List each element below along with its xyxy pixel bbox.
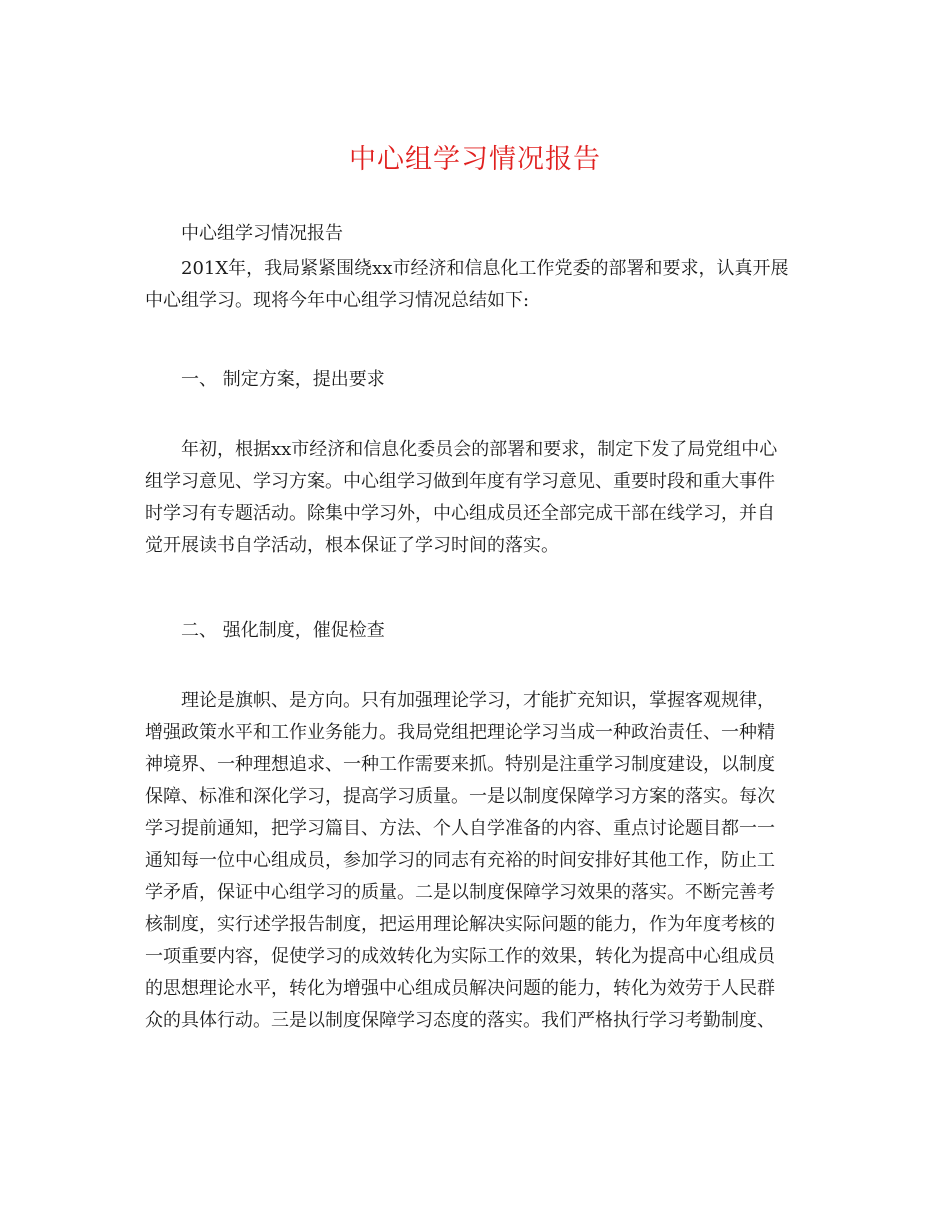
section1-line: 组学习意见、学习方案。中心组学习做到年度有学习意见、重要时段和重大事件 (145, 471, 775, 492)
section1-line: 觉开展读书自学活动，根本保证了学习时间的落实。 (145, 535, 559, 556)
intro-line: 201X年，我局紧紧围绕xx市经济和信息化工作党委的部署和要求，认真开展 (181, 258, 789, 279)
intro-paragraph (145, 253, 810, 317)
section1-paragraph (145, 434, 810, 562)
intro-line: 中心组学习。现将今年中心组学习情况总结如下: (145, 290, 530, 311)
section2-heading: 二、 强化制度，催促检查 (181, 620, 385, 641)
section2-line: 众的具体行动。三是以制度保障学习态度的落实。我们严格执行学习考勤制度、 (145, 1010, 775, 1031)
section2-line: 一项重要内容，促使学习的成效转化为实际工作的效果，转化为提高中心组成员 (145, 946, 775, 967)
section2-line: 核制度，实行述学报告制度，把运用理论解决实际问题的能力，作为年度考核的 (145, 914, 775, 935)
section1-heading: 一、 制定方案，提出要求 (181, 369, 385, 390)
document-title: 中心组学习情况报告 (349, 144, 601, 175)
section2-line: 学矛盾，保证中心组学习的质量。二是以制度保障学习效果的落实。不断完善考 (145, 882, 775, 903)
section2-line: 学习提前通知，把学习篇目、方法、个人自学准备的内容、重点讨论题目都一一 (145, 818, 775, 839)
document-subtitle: 中心组学习情况报告 (181, 223, 343, 244)
section2-line: 神境界、一种理想追求、一种工作需要来抓。特别是注重学习制度建设，以制度 (145, 754, 775, 775)
section2-paragraph (145, 685, 810, 1037)
section1-line: 时学习有专题活动。除集中学习外，中心组成员还全部完成干部在线学习，并自 (145, 503, 775, 524)
section2-line: 保障、标准和深化学习，提高学习质量。一是以制度保障学习方案的落实。每次 (145, 786, 775, 807)
section2-line: 理论是旗帜、是方向。只有加强理论学习，才能扩充知识，掌握客观规律， (181, 690, 775, 711)
section1-line: 年初，根据xx市经济和信息化委员会的部署和要求，制定下发了局党组中心 (181, 439, 778, 460)
section2-line: 增强政策水平和工作业务能力。我局党组把理论学习当成一种政治责任、一种精 (145, 722, 775, 743)
section2-line: 的思想理论水平，转化为增强中心组成员解决问题的能力，转化为效劳于人民群 (145, 978, 775, 999)
section2-line: 通知每一位中心组成员，参加学习的同志有充裕的时间安排好其他工作，防止工 (145, 850, 775, 871)
